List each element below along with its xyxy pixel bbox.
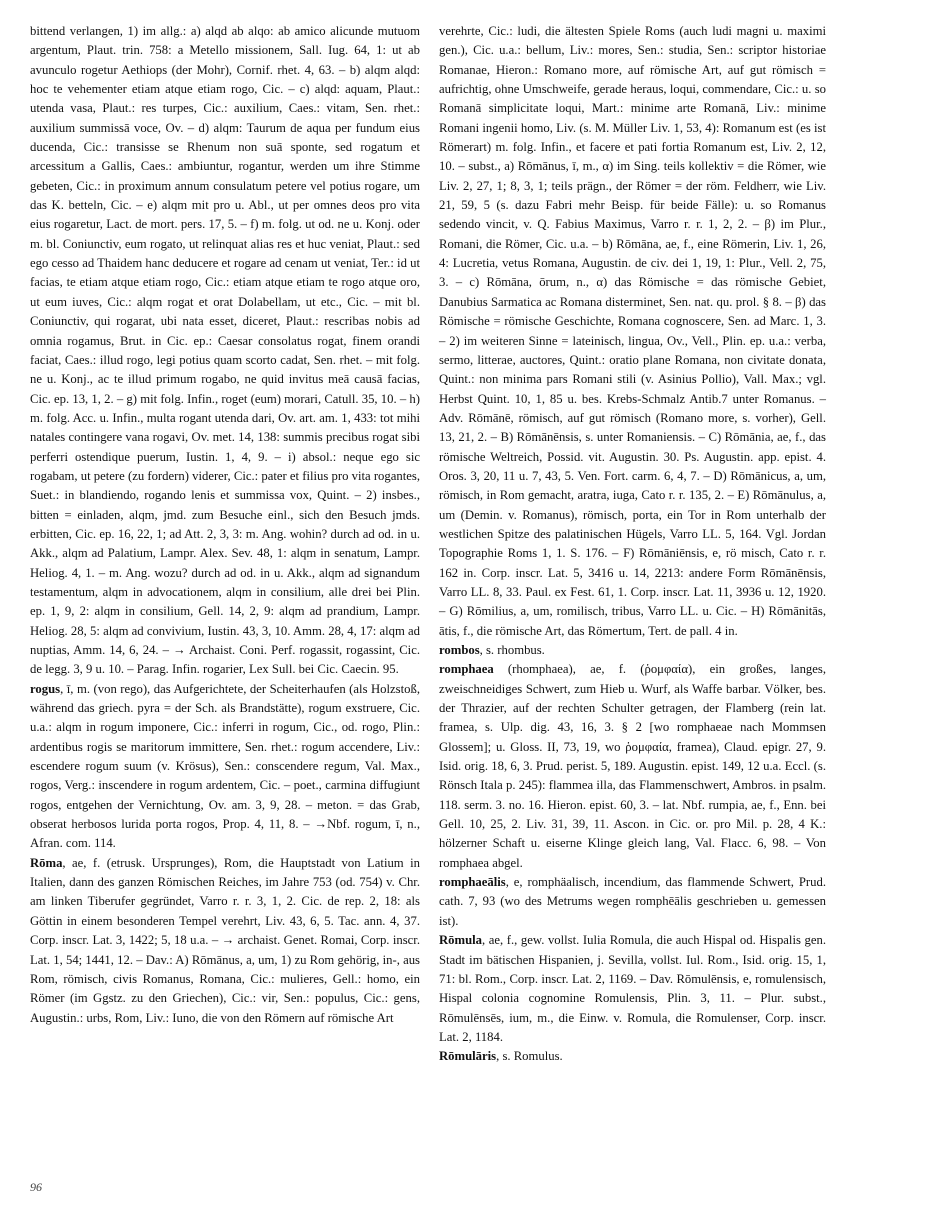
entry-romula <box>439 931 826 1047</box>
page-number: 96 <box>30 1180 42 1194</box>
entry-headword: Rōmula <box>439 933 482 948</box>
entry-roma-continued <box>439 22 826 641</box>
entry-text: bittend verlangen, 1) im allg.: a) alqd ab alqo: ab amico alicunde mutuom argentum, Plaut. trin. 758: a Metello missionem, Sall. Iug. 64, 1: ut ab avunculo rogetur Aethiops (der Mohr), Cornif. rhet. 4, 63. – b) alqm alqd: hoc te vehementer etiam atque etiam rogo, Cic. – c) alqd: aquam, Plaut.: utenda vasa, Plaut.: res turpes, Cic.: auxilium, Caes.: vitam, Sen. rhet.: auxilium summissā voce, Ov. – d) alqm: Taurum de aqua per fundum eius ducenda, Cic.: transisse se Rhenum non suā sponte, sed rogatum et arcessitum a Gallis, Caes.: ambiuntur, rogantur, werden um ihre Stimme gebeten, Cic.: in proximum annum consulatum petere vel potius rogare, um das K. betteln, Cic. – e) alqm mit pro u. Abl., ut per omnes deos pro vita eius rogaretur, Lact. de mort. pers. 17, 5. – f) m. folg. ut od. ne u. Konj. oder m. bl. Coniunctiv, eum rogato, ut relinquat alias res et huc veniat, Plaut.: sed ego cesso ad Thaidem hanc deducere et rogare ad cenam ut veniat, Ter.: id ut facias, te etiam atque etiam rogo, Cic.: etiam atque etiam te rogo atque oro, ut eum iuves, Cic.: alqm rogat et orat Dolabellam, ut etc., Cic. – mit bl. Coniunctiv, qui rogarat, ubi nata esset, diceret, Plaut.: rescribas nobis ad omnia rogamus, Brut. in Cic. ep.: Caesar consolatus rogat, finem orandi faciat, Caes.: illud rogo, legi potius quam scorto cadat, Sen. rhet. – mit folg. ne u. Konj., ac te illud primum rogabo, ne quid invitus meā causā facias, Cic. ep. 13, 1, 2. – g) mit folg. Infin., roget (eum) morari, Catull. 35, 10. – h) m. folg. Acc. u. Infin., multa rogant utenda dari, Ov. art. am. 1, 433: tot mihi natales contingere vana rogavi, Ov. met. 14, 138: summis precibus rogat sibi perferri ostendique puerum, Iustin. 1, 4, 9. – i) absol.: neque ego sic rogabam, ut petere (zu fordern) viderer, Cic.: pater et filius pro vita rogantes, Suet.: in blandiendo, rogando lenis et summissa vox, Quint. – 2) insbes., bitten = einladen, alqm, jmd. zum Besuche einl., sich den Besuch jmds. erbitten, Cic. ep. 16, 22, 1; ad Att. 2, 3, 3: m. Ang. wohin? durch ad od. in u. Akk., alqm ad Palatium, Lampr. Alex. Sev. 48, 1: alqm in senatum, Lampr. Heliog. 4, 1. – m. Ang. wozu? durch ad od. in u. Akk., alqm ad signandum testamentum, alqm in advocationem, alqm in consilium, alle drei bei Plin. ep. 1, 9, 2: alqm in consilium, Gell. 14, 2, 9: alqm ad prandium, Lampr. Heliog. 28, 5: alqm ad convivium, Iustin. 43, 3, 10. Amm. 28, 4, 17: alqm ad nuptias, Amm. 14, 6, 24. – → Archaist. Coni. Perf. rogassit, rogassint, Cic. de legg. 3, 9 u. 10. – Parag. Infin. rogarier, Lex Sull. bei Cic. Caecin. 95. <box>30 24 420 677</box>
entry-text: , s. Romulus. <box>496 1049 563 1064</box>
entry-headword: Rōma <box>30 855 63 870</box>
entry-text: , ae, f., gew. vollst. Iulia Romula, die auch Hispal od. Hispalis gen. Stadt im bätischen Hispanien, j. Sevilla, vollst. Iul. Rom., Isid. orig. 15, 1, 71: bl. Rom., Corp. inscr. Lat. 2, 1169. – Dav. Rōmulēnsis, e, romulensisch, Hispal colonia cognomine Romulensis, Plin. 3, 11. – Plur. subst., Rōmulēnsēs, ium, m., die Einw. v. Romula, die Romulenser, Corp. inscr. Lat. 2, 1184. <box>439 933 826 1044</box>
entry-rogus <box>30 680 420 854</box>
entry-headword: romphaeālis <box>439 875 506 890</box>
entry-headword: Rōmulāris <box>439 1049 497 1064</box>
entry-text: , s. rhombus. <box>479 643 545 657</box>
entry-romphaea <box>439 660 826 873</box>
entry-headword: rombos <box>439 643 480 657</box>
entry-text: (rhomphaea), ae, f. (ῥομφαία), ein großes, langes, zweischneidiges Schwert, zum Hieb u. Wurf, als Waffe barbar. Völker, bes. der Thrazier, auf der rechten Schulter getragen, der Flamberg (rein lat. framea, s. Ulp. dig. 43, 16, 3. § 2 [wo romphaeae nach Mommsen Glossem]; u. Gloss. II, 73, 19, wo ῥομφαία, framea), Claud. epigr. 27, 9. Isid. orig. 18, 6, 3. Prud. perist. 5, 189. Augustin. epist. 149, 12 u.a. Eccl. (s. Rönsch Itala p. 245): flammea illa, das Flammenschwert, Ambros. in psalm. 118. serm. 3. no. 16. Hieron. epist. 60, 3. – lat. Nbf. rumpia, ae, f., Enn. bei Gell. 10, 25, 2. Liv. 31, 39, 11. Ascon. in Cic. or. pro Mil. p. 28, 4 K.: hölzerner Schaft u. eiserne Klinge gleich lang, Val. Flacc. 6, 98. – Von romphaea abgel. <box>439 662 826 870</box>
entry-romularis <box>439 1047 826 1066</box>
entry-rombos <box>439 641 826 660</box>
entry-headword: romphaea <box>439 662 494 677</box>
entry-text: , ī, m. (von rego), das Aufgerichtete, der Scheiterhaufen (als Holzstoß, während das griech. pyra = der Sch. als Brandstätte), rogum exstruere, Cic. u.a.: alqm in rogum imponere, Cic.: inferri in rogum, Cic., od. rogo, Plin.: ardentibus rogis se maritorum immittere, Sen. rhet.: rogum accendere, Liv.: escendere rogum suum (v. Krösus), Sen.: conscendere regum, Val. Max., rogos, Verg.: inscendere in rogum ardentem, Cic. – poet., carmina diffugiunt rogos, entgehen der Vernichtung, Ov. am. 3, 9, 28. – meton. = das Grab, obserat herbosos lurida porta rogos, Prop. 4, 11, 8. – →Nbf. rogum, ī, n., Afran. com. 114. <box>30 681 420 851</box>
entry-romphaealis <box>439 873 826 931</box>
entry-text: , ae, f. (etrusk. Ursprunges), Rom, die Hauptstadt von Latium in Italien, dann des ganzen Römischen Reiches, im Jahre 753 (od. 754) v. Chr. am linken Tiberufer gegründet, Varro r. r. 3, 1, 2. Cic. de rep. 2, 18: als Göttin in einem besonderen Tempel verehrt, Liv. 43, 6, 5. Tac. ann. 4, 37. Corp. inscr. Lat. 3, 1422; 5, 18 u.a. – → archaist. Genet. Romai, Corp. inscr. Lat. 1, 54; 1441, 12. – Dav.: A) Rōmānus, a, um, 1) zu Rom gehörig, in-, aus Rom, römisch, civis Romanus, Romana, Cic.: mulieres, Gell.: homo, ein Römer (im Ggstz. zu den Griechen), Cic.: vir, Sen.: populus, Cic.: gens, Augustin.: urbs, Rom, Liv.: Iuno, die von den Römern auf römische Art <box>30 855 420 1025</box>
entry-text: verehrte, Cic.: ludi, die ältesten Spiele Roms (auch ludi magni u. maximi gen.), Cic. u.a.: bellum, Liv.: mores, Sen.: studia, Sen.: scriptor historiae Romanae, Hieron.: Romano more, auf römische Art, auf gut römisch = aufrichtig, ohne Umschweife, gerade heraus, loqui, commendare, Cic.: u. so Romanā simplicitate loqui, Mart.: minime arte Romanā, Liv.: minime Romani ingenii homo, Liv. (s. M. Müller Liv. 1, 53, 4): Romanum est (es ist Römerart) m. folg. Infin., et facere et pati fortia Romanum est, Liv. 2, 12, 10. – subst., a) Rōmānus, ī, m., α) im Sing. teils kollektiv = die Römer, wie Liv. 2, 27, 1; 8, 3, 1; teils prägn., der Römer = der röm. Feldherr, wie Liv. 21, 59, 5 (s. dazu Fabri mehr Beisp. für beide Fälle): u. so Romanus sedendo vincit, v. Q. Fabius Maximus, Varro r. r. 1, 2, 2. – β) im Plur., Romani, die Römer, Cic. u.a. – b) Rōmāna, ae, f., eine Römerin, Liv. 1, 26, 4: Lucretia, vetus Romana, Augustin. de civ. dei 1, 19, 1: Plur., Vell. 2, 75, 3. – c) Rōmāna, ōrum, n., α) das Römische = das römische Gebiet, Danubius Sarmatica ac Romana disterminet, Sen. nat. qu. prol. § 8. – β) das Römische = römische Geschichte, Romana cognoscere, Sen. ad Marc. 1, 3. – 2) im weiteren Sinne = lateinisch, lingua, Ov., Vell., Plin. ep. u.a.: verba, sermo, litterae, auctores, Quint.: oratio plane Romana, non civitate donata, Quint.: non minima pars Romani stili (v. Asinius Pollio), Vall. Max.; vgl. Herbst Quint. 10, 1, 85 u. bes. Krebs-Schmalz Antib.7 unter Romanus. – Adv. Rōmānē, römisch, auf gut römisch (Romano more, s. vorher), Gell. 13, 21, 2. – B) Rōmānēnsis, s. unter Romaniensis. – C) Rōmānia, ae, f., das römische Weltreich, Possid. vit. Augustin. 30. Ps. Augustin. app. epist. 4. Oros. 3, 20, 11 u. 7, 43, 5. Ven. Fort. carm. 6, 4, 7. – D) Rōmānicus, a, um, römisch, in Rom gemacht, aratra, iuga, Cato r. r. 135, 2. – E) Rōmānulus, a, um (Demin. v. Romanus), römisch, porta, ein Tor in Rom unterhalb der westlichen Spitze des palatinischen Hügels, Varro LL. 5, 164. Vgl. Jordan Topographie Roms 1, 1. S. 176. – F) Rōmāniēnsis, e, rö misch, Cato r. r. 162 in. Corp. inscr. Lat. 5, 3416 u. 14, 2213: andere Form Rōmānēnsis, Varro LL. 8, 33. Paul. ex Fest. 61, 1. Corp. inscr. Lat. 11, 3936 u. 12, 1920. – G) Rōmilius, a, um, romilisch, tribus, Varro LL. u. Cic. – H) Rōmānitās, ātis, f., die römische Art, das Römertum, Tert. de pall. 4 in. <box>439 24 826 638</box>
entry-roma <box>30 854 420 1028</box>
entry-rogo-continued <box>30 22 420 680</box>
entry-text: , e, romphäalisch, incendium, das flammende Schwert, Prud. cath. 7, 93 (wo des Metrums wegen romphēālis geschrieben u. gemessen ist). <box>439 875 826 928</box>
entry-headword: rogus <box>30 681 61 696</box>
left-column <box>30 22 420 1028</box>
right-column <box>439 22 826 1067</box>
